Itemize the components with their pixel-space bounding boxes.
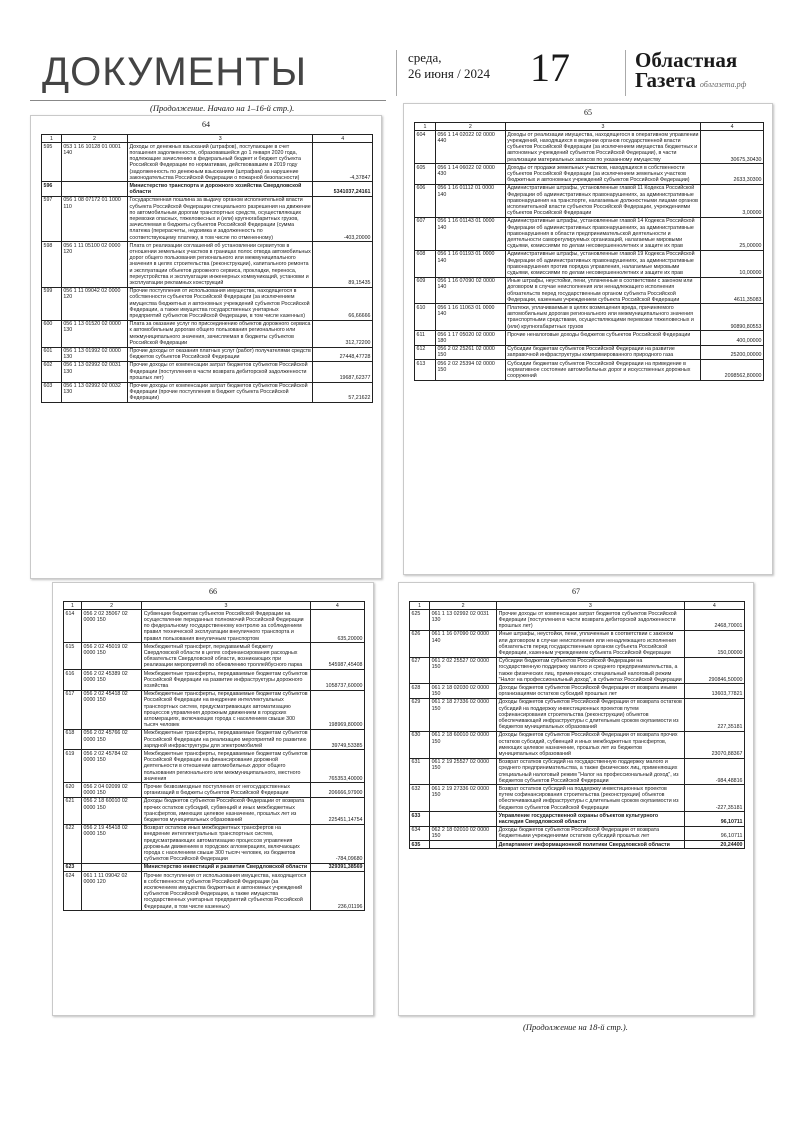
description-cell: Иные штрафы, неустойки, пени, уплаченные в соответствии с законом или договором в случае неисполнения или ненадлежащего исполнения обязательств перед государственным органом субъекта Российской Федерации, казенным учреждением субъекта Российской Федерации <box>497 630 685 657</box>
table-row <box>415 345 764 359</box>
continuation-note-top: (Продолжение. Начало на 1–16-й стр.). <box>150 103 295 113</box>
description-cell: Межбюджетные трансферты, передаваемые бюджетам субъектов Российской Федерации на внедрение интеллектуальных транспортных систем, предусматривающих автоматизацию процессов управления дорожным движением в городских агломерациях, включающих города с населением свыше 300 тысяч человек <box>142 690 311 729</box>
table-row <box>64 729 365 750</box>
code-cell: 061 1 16 07090 02 0000 140 <box>430 630 497 657</box>
amount-cell: 635,20000 <box>310 610 364 643</box>
table-row <box>410 826 745 840</box>
row-number-cell: 604 <box>415 131 436 164</box>
description-cell: Доходы бюджетов субъектов Российской Федерации от возврата бюджетными учреждениями остатков субсидий прошлых лет <box>497 826 685 840</box>
table-row <box>42 382 373 403</box>
column-header: 2 <box>430 602 497 610</box>
column-header: 2 <box>435 123 505 131</box>
description-cell: Доходы бюджетов субъектов Российской Федерации от возврата иными организациями остатков субсидий прошлых лет <box>497 684 685 698</box>
page-number: 17 <box>530 45 570 90</box>
amount-cell: 10,00000 <box>701 250 764 277</box>
code-cell: 056 1 14 02022 02 0000 440 <box>435 131 505 164</box>
section-title: ДОКУМЕНТЫ <box>42 50 308 94</box>
table-row <box>64 643 365 670</box>
newspaper-logo <box>635 50 746 95</box>
budget-table <box>409 601 745 849</box>
column-header: 3 <box>497 602 685 610</box>
row-number-cell: 622 <box>64 824 82 863</box>
description-cell: Субсидии бюджетам субъектов Российской Федерации на приведение в нормативное состояние автомобильных дорог и искусственных дорожных сооружений <box>505 360 700 381</box>
code-cell <box>430 841 497 849</box>
column-header: 1 <box>42 135 62 143</box>
document-sheet-65 <box>403 103 773 575</box>
amount-cell: 312,72200 <box>313 320 373 347</box>
row-number-cell: 633 <box>410 812 430 826</box>
amount-cell: 290846,50000 <box>684 657 744 684</box>
description-cell: Административные штрафы, установленные главой 11 Кодекса Российской Федерации об административных правонарушениях, за административные правонарушения на транспорте, налагаемые должностными лицами органов исполнительной власти субъектов Российской Федерации, учреждениями субъектов Российской Федерации <box>505 184 700 217</box>
code-cell: 056 1 13 02992 02 0032 130 <box>61 382 127 403</box>
code-cell: 056 2 19 45418 02 0000 150 <box>82 824 142 863</box>
table-row <box>42 196 373 241</box>
row-number-cell: 612 <box>415 345 436 359</box>
amount-cell: 765353,40000 <box>310 750 364 783</box>
table-row <box>410 841 745 849</box>
row-number-cell: 628 <box>410 684 430 698</box>
description-cell: Плата от реализации соглашений об установлении сервитутов в отношении земельных участков в границах полос отвода автомобильных дорог общего пользования регионального или межмуниципального значения в целях строительства (реконструкции), капитального ремонта и эксплуатации объектов дорожного сервиса, прокладки, переноса, переустройства и эксплуатации инженерных коммуникаций, установки и эксплуатации рекламных конструкций <box>128 242 313 287</box>
row-number-cell: 635 <box>410 841 430 849</box>
amount-cell: -784,09680 <box>310 824 364 863</box>
code-cell: 056 2 02 45389 02 0000 150 <box>82 670 142 691</box>
amount-cell: 30675,30430 <box>701 131 764 164</box>
amount-cell: 236,01196 <box>310 872 364 911</box>
code-cell: 056 2 02 25394 02 0000 150 <box>435 360 505 381</box>
table-row <box>410 630 745 657</box>
row-number-cell: 616 <box>64 670 82 691</box>
amount-cell: 1058737,60000 <box>310 670 364 691</box>
code-cell: 056 2 02 45418 02 0000 150 <box>82 690 142 729</box>
column-header: 1 <box>410 602 430 610</box>
code-cell: 056 2 02 25261 02 0000 150 <box>435 345 505 359</box>
row-number-cell: 627 <box>410 657 430 684</box>
sheet-page-number: 66 <box>209 587 217 596</box>
amount-cell: 206666,97900 <box>310 783 364 797</box>
sheet-page-number: 65 <box>584 108 592 117</box>
description-cell: Государственная пошлина за выдачу органом исполнительной власти субъекта Российской Федерации специального разрешения на движение по автомобильным дорогам транспортных средств, осуществляющих перевозки опасных, тяжеловесных и (или) крупногабаритных грузов, зачисляемая в бюджеты субъектов Российской Федерации (сумма платежа (перерасчеты, недоимка и задолженность по соответствующему платежу, в том числе по отмененному) <box>128 196 313 241</box>
table-header-row <box>410 602 745 610</box>
row-number-cell: 601 <box>42 347 62 361</box>
description-cell: Прочие поступления от использования имущества, находящегося в собственности субъектов Российской Федерации (за исключением имущества бюджетных и автономных учреждений субъектов Российской Федерации, а также имущества государственных унитарных предприятий субъектов Российской Федерации, в том числе казенных) <box>128 287 313 320</box>
weekday: среда, <box>408 50 442 65</box>
table-row <box>64 783 365 797</box>
table-row <box>42 242 373 287</box>
code-cell: 056 2 18 60010 02 0000 150 <box>82 797 142 824</box>
table-row <box>42 143 373 182</box>
budget-table <box>414 122 764 381</box>
row-number-cell: 613 <box>415 360 436 381</box>
code-cell: 056 1 16 01112 01 0000 140 <box>435 184 505 217</box>
code-cell: 061 2 18 02030 02 0000 150 <box>430 684 497 698</box>
code-cell <box>430 812 497 826</box>
issue-date <box>408 50 490 82</box>
budget-table <box>41 134 373 403</box>
table-row <box>42 320 373 347</box>
table-row <box>410 657 745 684</box>
row-number-cell: 621 <box>64 797 82 824</box>
code-cell: 056 1 11 05100 02 0000 120 <box>61 242 127 287</box>
code-cell: 056 1 13 01992 02 0000 130 <box>61 347 127 361</box>
row-number-cell: 632 <box>410 785 430 812</box>
code-cell: 061 2 18 27336 02 0000 150 <box>430 698 497 731</box>
sheet-page-number: 64 <box>202 120 210 129</box>
table-row <box>42 347 373 361</box>
row-number-cell: 623 <box>64 863 82 871</box>
description-cell: Плата за оказание услуг по присоединению объектов дорожного сервиса к автомобильным дорогам общего пользования регионального или межмуниципального значения, зачисляемая в бюджеты субъектов Российской Федерации <box>128 320 313 347</box>
row-number-cell: 600 <box>42 320 62 347</box>
brand-domain: облгазета.рф <box>699 80 747 89</box>
amount-cell: 2633,30300 <box>701 164 764 185</box>
code-cell <box>61 182 127 196</box>
table-row <box>64 824 365 863</box>
description-cell: Управление государственной охраны объектов культурного наследия Свердловской области <box>497 812 685 826</box>
amount-cell: 2468,70001 <box>684 610 744 631</box>
description-cell: Прочие доходы от компенсации затрат бюджетов субъектов Российской Федерации (прочие поступления в бюджет субъекта Российской Федерации) <box>128 382 313 403</box>
code-cell: 061 2 19 27336 02 0000 150 <box>430 785 497 812</box>
code-cell: 056 1 16 07090 02 0000 140 <box>435 277 505 304</box>
description-cell: Прочие доходы от компенсации затрат бюджетов субъектов Российской Федерации (поступления в части возврата дебиторской задолженности прошлых лет) <box>128 361 313 382</box>
description-cell: Иные штрафы, неустойки, пени, уплаченные в соответствии с законом или договором в случае неисполнения или ненадлежащего исполнения обязательств перед государственным органом субъекта Российской Федерации, казенным учреждением субъекта Российской Федерации <box>505 277 700 304</box>
amount-cell: 227,35181 <box>684 698 744 731</box>
amount-cell: -227,35181 <box>684 785 744 812</box>
amount-cell: 96,10711 <box>684 812 744 826</box>
column-header: 1 <box>64 602 82 610</box>
amount-cell: 5341037,24161 <box>313 182 373 196</box>
column-header: 3 <box>128 135 313 143</box>
amount-cell: 329391,38569 <box>310 863 364 871</box>
code-cell: 062 2 18 02010 02 0000 150 <box>430 826 497 840</box>
description-cell: Межбюджетные трансферты, передаваемые бюджетам субъектов Российской Федерации на финансирование дорожной деятельности в отношении автомобильных дорог общего пользования регионального или межмуниципального, местного значения <box>142 750 311 783</box>
table-row <box>64 872 365 911</box>
description-cell: Доходы от продажи земельных участков, находящихся в собственности субъектов Российской Федерации (за исключением земельных участков бюджетных и автономных учреждений субъектов Российской Федерации) <box>505 164 700 185</box>
amount-cell: 96,10711 <box>684 826 744 840</box>
code-cell: 056 1 16 11063 01 0000 140 <box>435 304 505 331</box>
amount-cell: 66,66666 <box>313 287 373 320</box>
amount-cell: 57,21622 <box>313 382 373 403</box>
amount-cell: 23070,88367 <box>684 731 744 758</box>
description-cell: Административные штрафы, установленные главой 19 Кодекса Российской Федерации об административных правонарушениях, за административные правонарушения против порядка управления, налагаемые мировыми судьями, комиссиями по делам несовершеннолетних и защите их прав <box>505 250 700 277</box>
sheet-page-number: 67 <box>572 587 580 596</box>
amount-cell: 4611,35083 <box>701 277 764 304</box>
code-cell: 056 1 14 06022 02 0000 430 <box>435 164 505 185</box>
row-number-cell: 606 <box>415 184 436 217</box>
description-cell: Доходы от денежных взысканий (штрафов), поступающие в счет погашения задолженности, образовавшейся до 1 января 2020 года, подлежащие зачислению в федеральный бюджет и бюджет субъекта Российской Федерации по нормативам, действовавшим в 2019 году (задолженность по денежным взысканиям (штрафам) за нарушение законодательства Российской Федерации о пожарной безопасности) <box>128 143 313 182</box>
row-number-cell: 611 <box>415 331 436 345</box>
table-row <box>42 361 373 382</box>
row-number-cell: 626 <box>410 630 430 657</box>
code-cell: 056 2 02 45766 02 0000 150 <box>82 729 142 750</box>
row-number-cell: 634 <box>410 826 430 840</box>
amount-cell: 27448,47728 <box>313 347 373 361</box>
amount-cell: -403,20000 <box>313 196 373 241</box>
amount-cell: 3,00000 <box>701 184 764 217</box>
row-number-cell: 607 <box>415 217 436 250</box>
table-row <box>415 277 764 304</box>
brand-line-2: Газета <box>635 68 696 92</box>
row-number-cell: 620 <box>64 783 82 797</box>
description-cell: Межбюджетные трансферты, передаваемые бюджетам субъектов Российской Федерации на реализацию мероприятий по развитию зарядной инфраструктуры для электромобилей <box>142 729 311 750</box>
table-row <box>415 164 764 185</box>
table-row <box>415 304 764 331</box>
column-header: 4 <box>310 602 364 610</box>
table-row <box>410 785 745 812</box>
code-cell: 056 1 08 07172 01 1000 110 <box>61 196 127 241</box>
amount-cell: -984,48816 <box>684 758 744 785</box>
row-number-cell: 610 <box>415 304 436 331</box>
table-header-row <box>415 123 764 131</box>
table-row <box>410 698 745 731</box>
description-cell: Доходы от реализации имущества, находящегося в оперативном управлении учреждений, находящихся в ведении органов государственной власти субъектов Российской Федерации (за исключением имущества бюджетных и автономных учреждений субъектов Российской Федерации), в части реализации материальных запасов по указанному имуществу <box>505 131 700 164</box>
amount-cell: 20,24400 <box>684 841 744 849</box>
row-number-cell: 615 <box>64 643 82 670</box>
row-number-cell: 631 <box>410 758 430 785</box>
amount-cell: 39749,53385 <box>310 729 364 750</box>
row-number-cell: 614 <box>64 610 82 643</box>
divider <box>396 50 397 96</box>
description-cell: Межбюджетный трансферт, передаваемый бюджету Свердловской области в целях софинансирования расходных обязательств Свердловской области, возникающих при реализации мероприятий по обновлению троллейбусного парка <box>142 643 311 670</box>
column-header: 4 <box>313 135 373 143</box>
description-cell: Прочие доходы от оказания платных услуг (работ) получателями средств бюджетов субъектов Российской Федерации <box>128 347 313 361</box>
amount-cell: -4,37847 <box>313 143 373 182</box>
code-cell <box>82 863 142 871</box>
date-text: 26 июня / 2024 <box>408 66 490 81</box>
table-row <box>410 812 745 826</box>
table-row <box>42 287 373 320</box>
masthead <box>30 44 770 104</box>
description-cell: Доходы бюджетов субъектов Российской Федерации от возврата остатков субсидий на поддержку инвестиционных проектов путем софинансирования строительства (реконструкции) объектов обеспечивающей инфраструктуры с длительным сроком окупаемости из бюджетов муниципальных образований <box>497 698 685 731</box>
row-number-cell: 630 <box>410 731 430 758</box>
column-header: 2 <box>61 135 127 143</box>
description-cell: Возврат остатков субсидий на государственную поддержку малого и среднего предпринимательства, а также физических лиц, применяющих специальный налоговый режим "Налог на профессиональный доход", из бюджетов субъектов Российской Федерации <box>497 758 685 785</box>
description-cell: Субвенции бюджетам субъектов Российской Федерации на осуществление переданных полномочий Российской Федерации по федеральному государственному контролю за соблюдением правил технической эксплуатации внеуличного транспорта и правил пользования внеуличным транспортом <box>142 610 311 643</box>
row-number-cell: 605 <box>415 164 436 185</box>
title-underline <box>30 100 386 101</box>
table-header-row <box>64 602 365 610</box>
table-header-row <box>42 135 373 143</box>
amount-cell: 2098562,80000 <box>701 360 764 381</box>
amount-cell: 400,00000 <box>701 331 764 345</box>
amount-cell: 25,00000 <box>701 217 764 250</box>
row-number-cell: 595 <box>42 143 62 182</box>
table-row <box>410 684 745 698</box>
budget-table <box>63 601 365 911</box>
row-number-cell: 603 <box>42 382 62 403</box>
table-row <box>42 182 373 196</box>
description-cell: Доходы бюджетов субъектов Российской Федерации от возврата прочих остатков субсидий, субвенций и иных межбюджетных трансфертов, имеющих целевое назначение, прошлых лет из бюджетов муниципальных образований <box>497 731 685 758</box>
column-header: 3 <box>142 602 311 610</box>
description-cell: Возврат остатков субсидий на поддержку инвестиционных проектов путем софинансирования строительства (реконструкции) объектов обеспечивающей инфраструктуры с длительным сроком окупаемости из бюджетов субъектов Российской Федерации <box>497 785 685 812</box>
row-number-cell: 608 <box>415 250 436 277</box>
description-cell: Министерство транспорта и дорожного хозяйства Свердловской области <box>128 182 313 196</box>
code-cell: 056 1 16 01193 01 0000 140 <box>435 250 505 277</box>
description-cell: Межбюджетные трансферты, передаваемые бюджетам субъектов Российской Федерации на развитие инфраструктуры дорожного хозяйства <box>142 670 311 691</box>
code-cell: 061 1 11 09042 02 0000 120 <box>82 872 142 911</box>
row-number-cell: 625 <box>410 610 430 631</box>
row-number-cell: 609 <box>415 277 436 304</box>
amount-cell: 89,15435 <box>313 242 373 287</box>
code-cell: 056 2 04 02099 02 0000 150 <box>82 783 142 797</box>
row-number-cell: 597 <box>42 196 62 241</box>
table-row <box>415 250 764 277</box>
description-cell: Субсидии бюджетам субъектов Российской Федерации на развитие заправочной инфраструктуры компримированного природного газа <box>505 345 700 359</box>
description-cell: Административные штрафы, установленные главой 14 Кодекса Российской Федерации об административных правонарушениях, за административные правонарушения в области предпринимательской деятельности и деятельности саморегулируемых организаций, налагаемые мировыми судьями, комиссиями по делам несовершеннолетних и защите их прав <box>505 217 700 250</box>
amount-cell: 25200,00000 <box>701 345 764 359</box>
code-cell: 056 2 02 45784 02 0000 150 <box>82 750 142 783</box>
row-number-cell: 599 <box>42 287 62 320</box>
column-header: 4 <box>701 123 764 131</box>
row-number-cell: 598 <box>42 242 62 287</box>
code-cell: 056 1 13 01520 02 0000 130 <box>61 320 127 347</box>
document-sheet-66 <box>52 582 374 1016</box>
table-row <box>415 184 764 217</box>
code-cell: 061 2 19 25527 02 0000 150 <box>430 758 497 785</box>
description-cell: Платежи, уплачиваемые в целях возмещения вреда, причиняемого автомобильным дорогам регионального или межмуниципального значения транспортными средствами, осуществляющими перевозки тяжеловесных и (или) крупногабаритных грузов <box>505 304 700 331</box>
table-row <box>64 750 365 783</box>
column-header: 4 <box>684 602 744 610</box>
description-cell: Прочие безвозмездные поступления от негосударственных организаций в бюджеты субъектов Российской Федерации <box>142 783 311 797</box>
amount-cell: 19687,62377 <box>313 361 373 382</box>
table-row <box>64 863 365 871</box>
description-cell: Доходы бюджетов субъектов Российской Федерации от возврата прочих остатков субсидий, субвенций и иных межбюджетных трансфертов, имеющих целевое назначение, прошлых лет из бюджетов муниципальных образований <box>142 797 311 824</box>
description-cell: Субсидии бюджетам субъектов Российской Федерации на государственную поддержку малого и среднего предпринимательства, а также физических лиц, применяющих специальный налоговый режим "Налог на профессиональный доход", в субъектах Российской Федерации <box>497 657 685 684</box>
row-number-cell: 617 <box>64 690 82 729</box>
code-cell: 056 1 11 09042 02 0000 120 <box>61 287 127 320</box>
column-header: 1 <box>415 123 436 131</box>
code-cell: 061 2 18 60010 02 0000 150 <box>430 731 497 758</box>
row-number-cell: 624 <box>64 872 82 911</box>
table-row <box>410 731 745 758</box>
table-row <box>64 670 365 691</box>
table-row <box>415 360 764 381</box>
description-cell: Прочие доходы от компенсации затрат бюджетов субъектов Российской Федерации (поступления в части возврата дебиторской задолженности прошлых лет) <box>497 610 685 631</box>
row-number-cell: 629 <box>410 698 430 731</box>
table-row <box>64 690 365 729</box>
table-row <box>410 758 745 785</box>
amount-cell: 545987,45408 <box>310 643 364 670</box>
row-number-cell: 619 <box>64 750 82 783</box>
table-row <box>415 331 764 345</box>
description-cell: Прочие поступления от использования имущества, находящегося в собственности субъектов Российской Федерации (за исключением имущества бюджетных и автономных учреждений субъектов Российской Федерации, а также имущества государственных унитарных предприятий субъектов Российской Федерации, в том числе казенных) <box>142 872 311 911</box>
code-cell: 056 2 02 35067 02 0000 150 <box>82 610 142 643</box>
brand-line-1: Областная <box>635 48 738 72</box>
row-number-cell: 602 <box>42 361 62 382</box>
table-row <box>415 217 764 250</box>
column-header: 3 <box>505 123 700 131</box>
description-cell: Департамент информационной политики Свердловской области <box>497 841 685 849</box>
code-cell: 056 1 13 02992 02 0031 130 <box>61 361 127 382</box>
table-row <box>415 131 764 164</box>
code-cell: 056 1 16 01143 01 0000 140 <box>435 217 505 250</box>
divider <box>625 50 626 96</box>
code-cell: 061 1 13 02992 02 0031 130 <box>430 610 497 631</box>
code-cell: 053 1 16 10128 01 0001 140 <box>61 143 127 182</box>
code-cell: 056 1 17 05020 02 0000 180 <box>435 331 505 345</box>
code-cell: 056 2 02 45019 02 0000 150 <box>82 643 142 670</box>
amount-cell: 198969,80000 <box>310 690 364 729</box>
continuation-note-bottom: (Продолжение на 18-й стр.). <box>523 1022 628 1032</box>
table-row <box>64 797 365 824</box>
code-cell: 061 2 02 25527 02 0000 150 <box>430 657 497 684</box>
table-row <box>410 610 745 631</box>
description-cell: Возврат остатков иных межбюджетных трансфертов на внедрение интеллектуальных транспортных систем, предусматривающих автоматизацию процессов управления дорожным движением в городских агломерациях, включающих города с населением свыше 300 тысяч человек, из бюджетов субъектов Российской Федерации <box>142 824 311 863</box>
document-sheet-64 <box>30 115 382 579</box>
amount-cell: 150,00000 <box>684 630 744 657</box>
column-header: 2 <box>82 602 142 610</box>
amount-cell: 13603,77821 <box>684 684 744 698</box>
amount-cell: 225451,14754 <box>310 797 364 824</box>
document-sheet-67 <box>398 582 754 1016</box>
row-number-cell: 618 <box>64 729 82 750</box>
row-number-cell: 596 <box>42 182 62 196</box>
amount-cell: 90890,80553 <box>701 304 764 331</box>
table-row <box>64 610 365 643</box>
description-cell: Прочие неналоговые доходы бюджетов субъектов Российской Федерации <box>505 331 700 345</box>
description-cell: Министерство инвестиций и развития Свердловской области <box>142 863 311 871</box>
